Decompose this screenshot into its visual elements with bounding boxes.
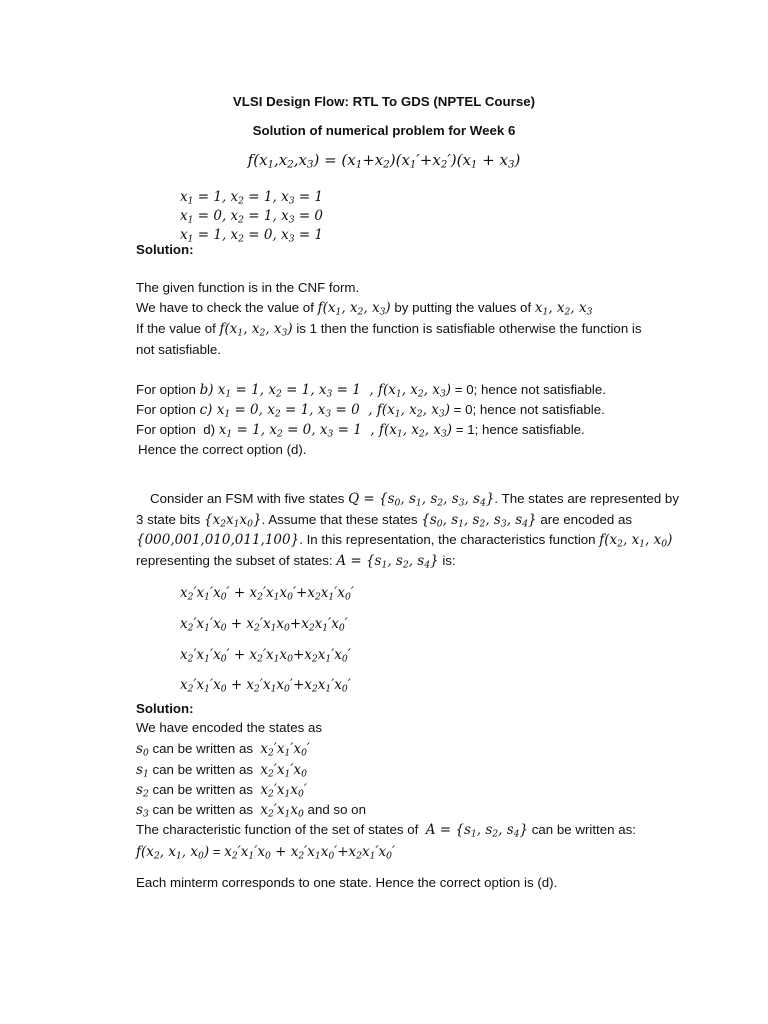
q2-conclusion: Each minterm corresponds to one state. Hence the correct option is (d). [136, 875, 558, 890]
q2-intro-line-1: Consider an FSM with five states $Q = \{s_0$, $s_1$, $s_2$, $s_3$, $s_4$}. The states are represented by [150, 491, 679, 509]
q1-option-d-line: For option d) $x_1 = 1$, $x_2 = 0$, $x_3 = 1$ , $f(x_1$, $x_2$, $x_3) = 1$; hence satisfiable. [136, 422, 585, 440]
q2-encoded-text: We have encoded the states as [136, 720, 323, 735]
q2-option-4: $x_2'x_1'x_0 + x_2'x_1x_0'+x_2x_1'x_0'$ [180, 677, 351, 695]
q2-state-s0: $s_0$ can be written as $x_2'x_1'x_0'$ [136, 741, 310, 759]
q1-option-b-line: For option b) $x_1 = 1$, $x_2 = 1$, $x_3 = 1$ , $f(x_1$, $x_2$, $x_3) = 0$; hence not satisfiable. [136, 382, 606, 400]
q1-solution-label: Solution: [136, 242, 194, 257]
q1-option-1: $x_1 = 1$, $x_2 = 1$, $x_3 = 1$ [180, 189, 324, 207]
q1-not-sat-text: not satisfiable. [136, 342, 222, 357]
q1-answer: Hence the correct option (d). [138, 442, 307, 457]
q2-state-s3: $s_3$ can be written as $x_2'x_1x_0$ and so on [136, 802, 366, 820]
q1-option-c-line: For option c) $x_1 = 0$, $x_2 = 1$, $x_3 = 0$ , $f(x_1$, $x_2$, $x_3) = 0$; hence not satisfiable. [136, 402, 605, 420]
document-title: VLSI Design Flow: RTL To GDS (NPTEL Course) [232, 94, 536, 109]
q2-option-1: $x_2'x_1'x_0' + x_2'x_1x_0'+x_2x_1'x_0'$ [180, 585, 354, 603]
q2-intro-line-2: 3 state bits $\{x_2x_1x_0\}$. Assume that these states {$s_0$, $s_1$, $s_2$, $s_3$, $s_4$} are encoded as [136, 512, 633, 530]
document-subtitle: Solution of numerical problem for Week 6 [252, 123, 516, 138]
q2-char-function-text: The characteristic function of the set of states of $A = \{s_1$, $s_2$, $s_4$} can be written as: [136, 822, 636, 840]
q2-option-2: $x_2'x_1'x_0 + x_2'x_1x_0+x_2x_1'x_0'$ [180, 616, 348, 634]
q2-state-s1: $s_1$ can be written as $x_2'x_1'x_0$ [136, 762, 307, 780]
q1-function: $f(x_1,x_2,x_3) = (x_1+x_2)(x_1'+x_2')(x_1 + x_3)$ [247, 151, 521, 171]
q1-option-2: $x_1 = 0$, $x_2 = 1$, $x_3 = 0$ [180, 208, 324, 226]
q2-solution-label: Solution: [136, 701, 194, 716]
q2-state-s2: $s_2$ can be written as $x_2'x_1x_0'$ [136, 782, 307, 800]
q1-if-text: If the value of $f(x_1$, $x_2$, $x_3$) is 1 then the function is satisfiable otherwise the function is [136, 321, 642, 339]
q2-intro-line-4: representing the subset of states: $A = \{s_1$, $s_2$, $s_4$} is: [136, 553, 456, 571]
q2-option-3: $x_2'x_1'x_0' + x_2'x_1x_0+x_2x_1'x_0'$ [180, 647, 351, 665]
q2-result: $f(x_2$, $x_1$, $x_0) = x_2'x_1'x_0 + x_2'x_1x_0'+x_2x_1'x_0'$ [136, 844, 396, 862]
q1-check-text: We have to check the value of $f(x_1$, $x_2$, $x_3$) by putting the values of $x_1$, $x_2$, $x_3$ [136, 300, 593, 318]
q1-option-3: $x_1 = 1$, $x_2 = 0$, $x_3 = 1$ [180, 227, 324, 245]
q1-cnf-text: The given function is in the CNF form. [136, 280, 360, 295]
q2-intro-line-3: {000,001,010,011,100}. In this representation, the characteristics function $f(x_2$, $x_1$, $x_0$) [136, 532, 673, 550]
